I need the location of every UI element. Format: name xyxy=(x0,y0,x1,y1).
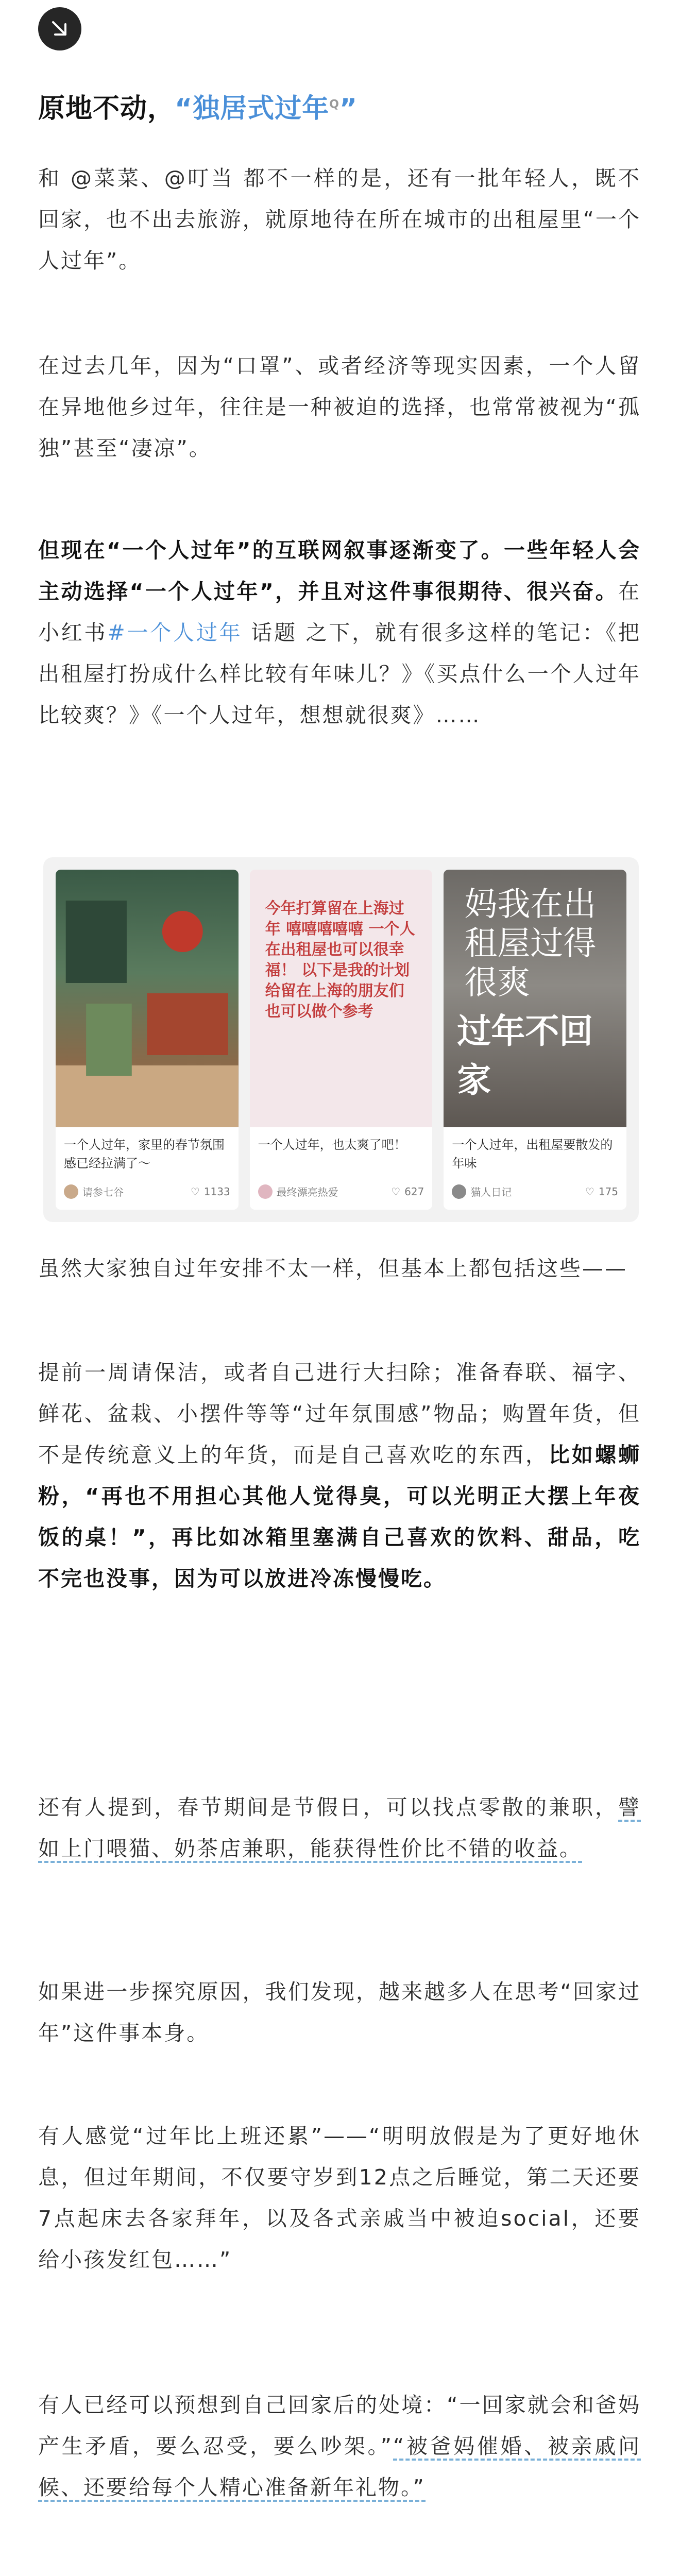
paragraph-9 xyxy=(38,2384,641,2508)
note-card[interactable] xyxy=(444,870,626,1210)
note-likes: 1133 xyxy=(203,1185,230,1198)
note-caption: 一个人过年，也太爽了吧！ xyxy=(258,1138,406,1152)
paragraph-6-underlined: 譬如上门喂猫、奶茶店兼职，能获得性价比不错的收益。 xyxy=(38,1795,641,1863)
paragraph-3-a: 在小红书 xyxy=(38,579,641,645)
avatar xyxy=(452,1184,466,1199)
paragraph-5-bold: 比如螺蛳粉，“再也不用担心其他人觉得臭，可以光明正大摆上年夜饭的桌！”，再比如冰箱里塞满自己喜欢的饮料、甜品，吃不完也没事，因为可以放进冷冻慢慢吃。 xyxy=(38,1443,641,1591)
note-likes: 627 xyxy=(404,1185,424,1198)
avatar xyxy=(258,1184,273,1199)
paragraph-8: 有人感觉“过年比上班还累”——“明明放假是为了更好地休息，但过年期间，不仅要守岁到12点之后睡觉，第二天还要7点起床去各家拜年，以及各式亲戚当中被迫social，还要给小孩发红包……” xyxy=(38,2124,641,2272)
paragraph-9-underlined: “被爸妈催婚、被亲戚问候、还要给每个人精心准备新年礼物。” xyxy=(38,2434,641,2502)
paragraph-6 xyxy=(38,1787,641,1869)
note-user: 请参七谷 xyxy=(82,1186,124,1198)
note-card[interactable] xyxy=(250,870,433,1210)
heart-icon[interactable]: ♡ xyxy=(190,1185,200,1198)
paragraph-3 xyxy=(38,530,641,736)
avatar xyxy=(64,1184,78,1199)
overlay-bottom-text: 过年不回家 xyxy=(457,1011,593,1100)
paragraph-9-a: 有人已经可以预想到自己回家后的处境：“一回家就会和爸妈产生矛盾，要么忍受，要么吵架。” xyxy=(38,2393,641,2459)
plan-note-image xyxy=(250,870,433,1127)
room-photo-image xyxy=(56,870,239,1127)
arrow-down-right-icon[interactable] xyxy=(38,7,81,50)
bedroom-photo-image xyxy=(444,870,626,1127)
paragraph-3-bold: 但现在“一个人过年”的互联网叙事逐渐变了。一些年轻人会主动选择“一个人过年”，并且对这件事很期待、很兴奋。 xyxy=(38,538,641,604)
xiaohongshu-notes-screenshot xyxy=(43,857,639,1222)
paragraph-2: 在过去几年，因为“口罩”、或者经济等现实因素，一个人留在异地他乡过年，往往是一种被迫的选择，也常常被视为“孤独”甚至“凄凉”。 xyxy=(38,353,641,461)
paragraph-4: 虽然大家独自过年安排不太一样，但基本上都包括这些—— xyxy=(38,1256,627,1281)
heart-icon[interactable]: ♡ xyxy=(391,1185,401,1198)
heading-highlight: “独居式过年 xyxy=(175,93,330,124)
note-likes: 175 xyxy=(598,1185,619,1198)
heading-text-b: ” xyxy=(339,93,358,124)
paragraph-5-a: 提前一周请保洁，或者自己进行大扫除；准备春联、福字、鲜花、盆栽、小摆件等等“过年氛围感”物品；购置年货，但不是传统意义上的年货，而是自己喜欢吃的东西， xyxy=(38,1360,641,1467)
note-caption: 一个人过年，出租屋要散发的年味 xyxy=(452,1138,613,1171)
note-user: 猫人日记 xyxy=(470,1186,512,1198)
search-mark-icon[interactable]: Q xyxy=(329,98,339,111)
paragraph-5 xyxy=(38,1352,641,1599)
note-user: 最终漂亮热爱 xyxy=(276,1186,338,1198)
section-heading xyxy=(38,87,358,125)
paragraph-7: 如果进一步探究原因，我们发现，越来越多人在思考“回家过年”这件事本身。 xyxy=(38,1979,641,2045)
overlay-title: 妈我在出租屋过得很爽 xyxy=(464,886,597,1002)
topic-tag-link[interactable]: #一个人过年 xyxy=(107,620,243,645)
paragraph-6-a: 还有人提到，春节期间是节假日，可以找点零散的兼职， xyxy=(38,1795,618,1820)
note-caption: 一个人过年，家里的春节氛围感已经拉满了～ xyxy=(64,1138,225,1171)
heart-icon[interactable]: ♡ xyxy=(585,1185,594,1198)
paragraph-3-b: 话题 之下，就有很多这样的笔记：《把出租屋打扮成什么样比较有年味儿？》《买点什么一个人过年比较爽？》《一个人过年，想想就很爽》…… xyxy=(38,620,641,727)
heading-text-a: 原地不动， xyxy=(38,93,175,124)
note-card[interactable] xyxy=(56,870,239,1210)
plan-note-text: 今年打算留在上海过年 嘻嘻嘻嘻嘻 一个人在出租屋也可以很幸福！ 以下是我的计划 给留在上海的朋友们也可以做个参考 xyxy=(265,900,415,1021)
paragraph-1: 和 @菜菜、@叮当 都不一样的是，还有一批年轻人，既不回家，也不出去旅游，就原地待在所在城市的出租屋里“一个人过年”。 xyxy=(38,166,641,273)
